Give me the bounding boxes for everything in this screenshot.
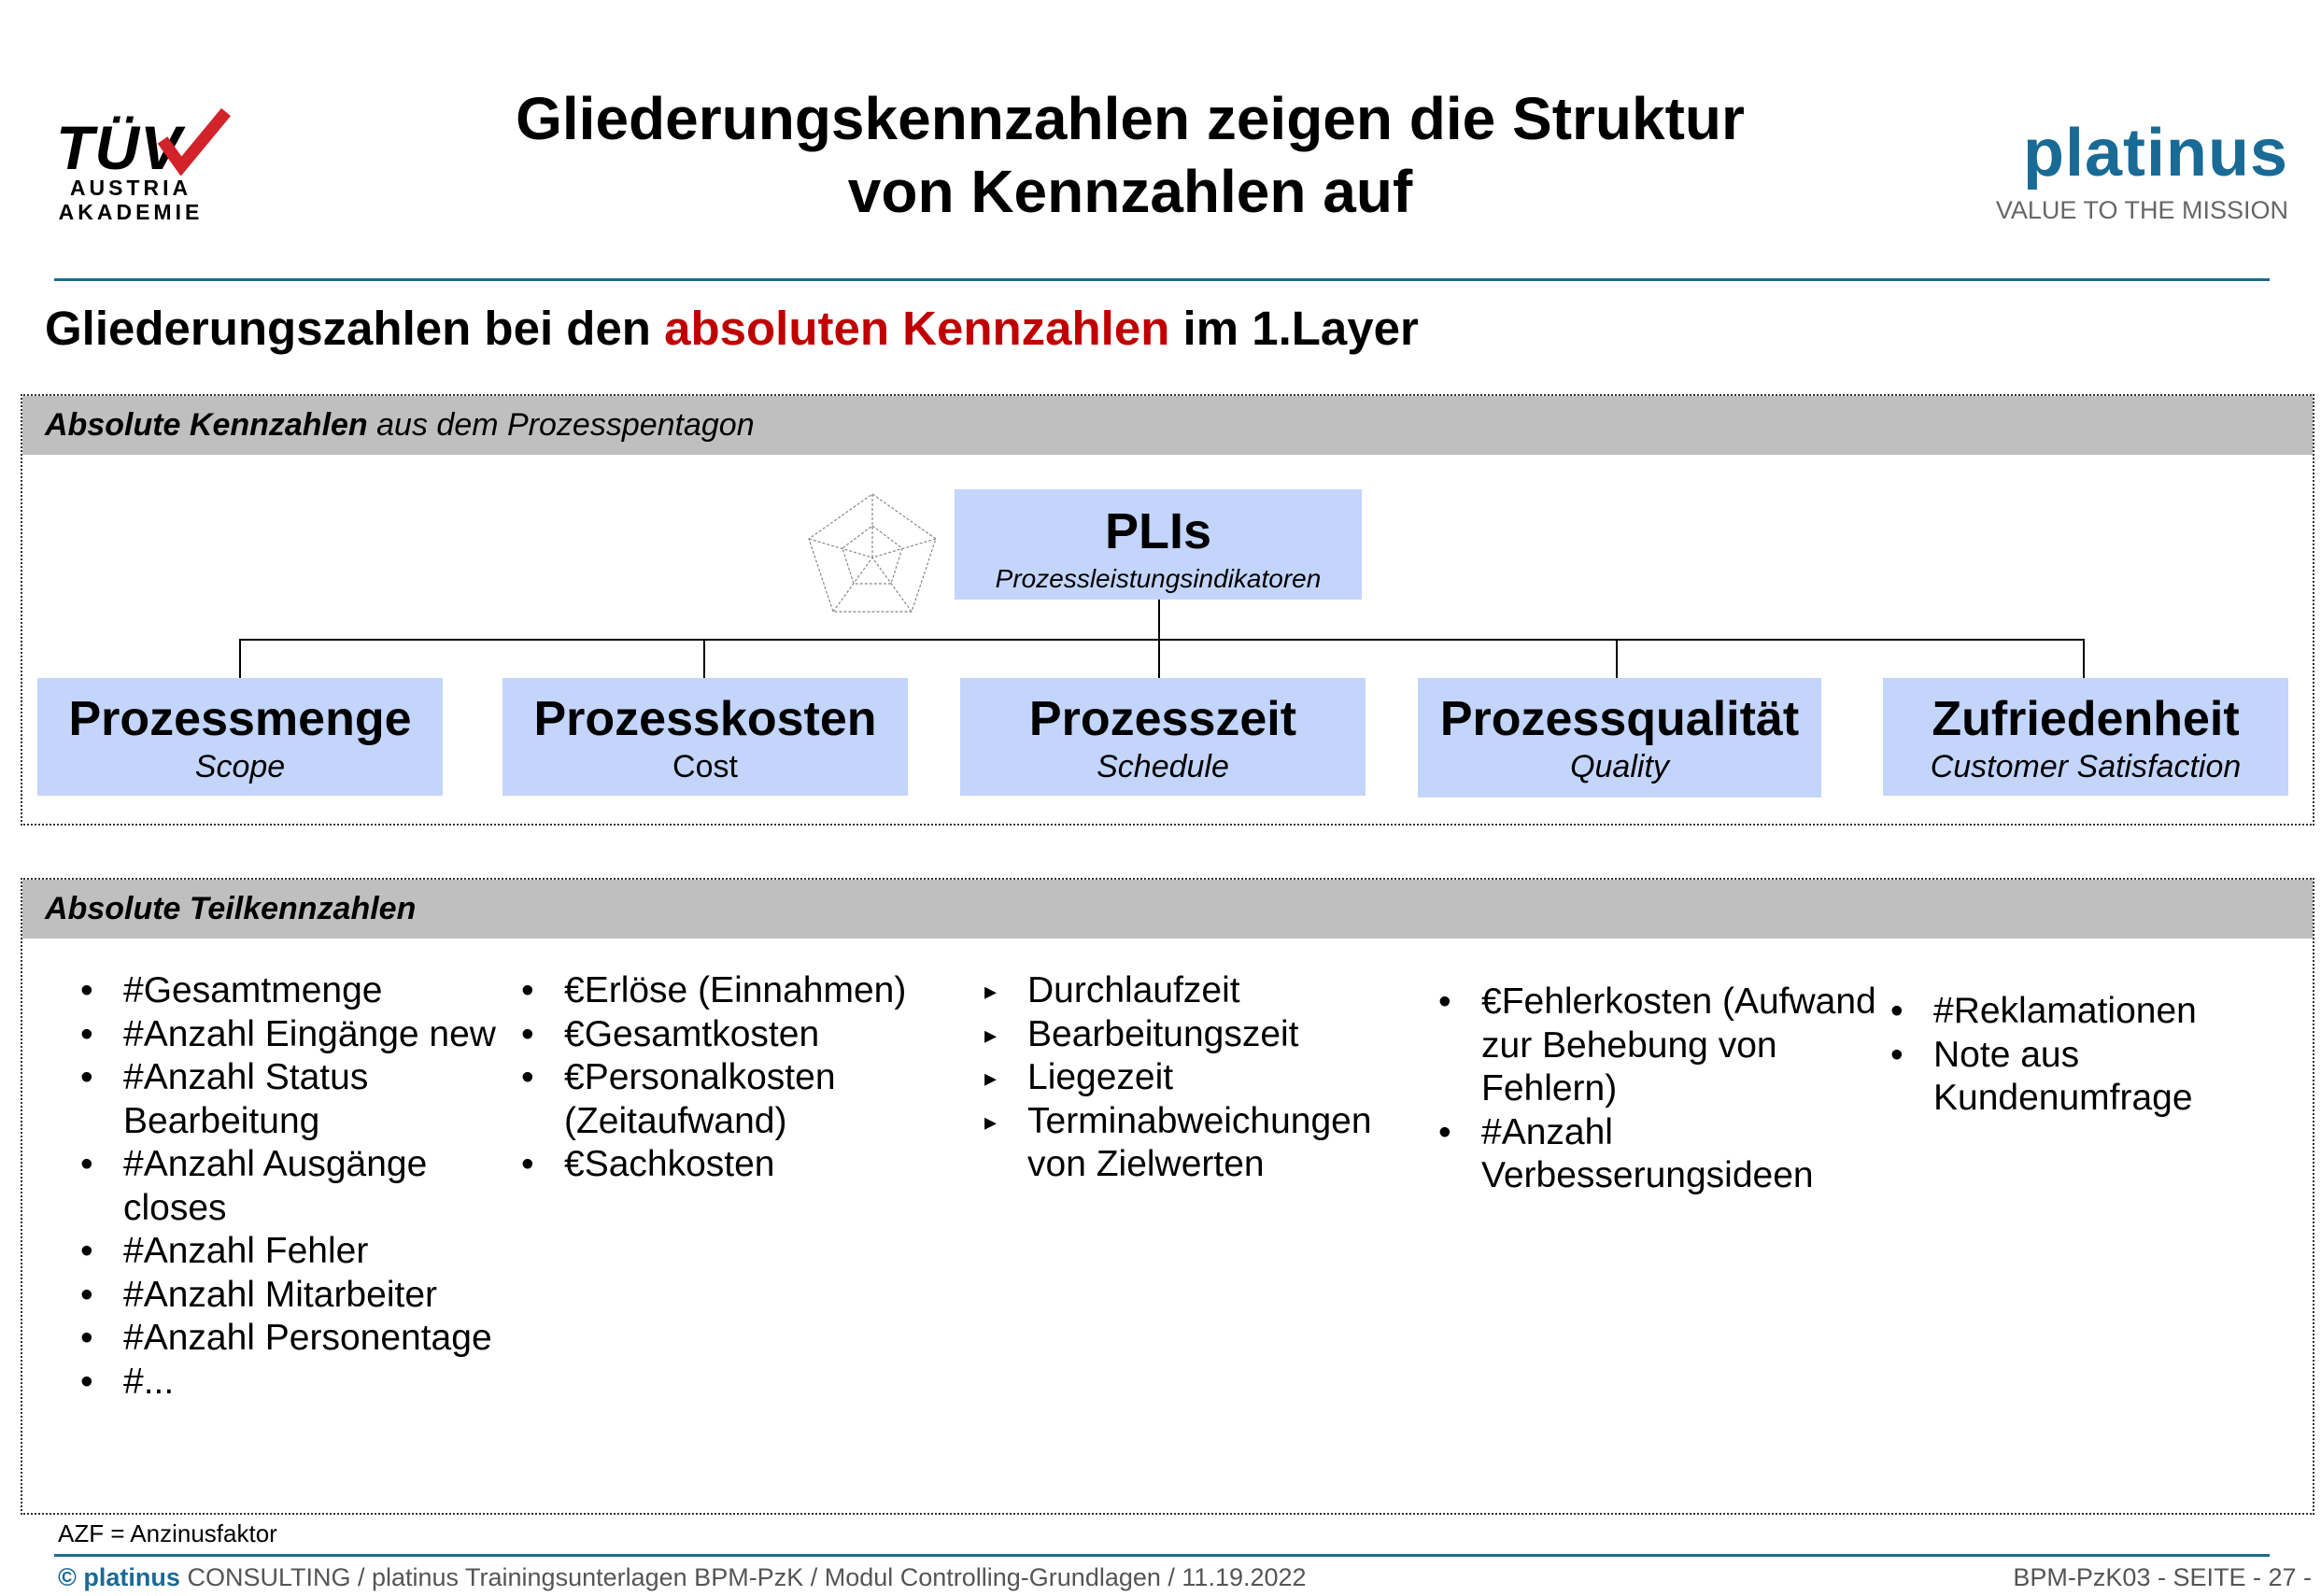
- footer-divider: [54, 1554, 2270, 1557]
- list-item: • #Reklamationen: [1890, 990, 2283, 1034]
- list-column-kosten: [521, 969, 932, 1187]
- panel-header-bold: Absolute Kennzahlen: [45, 407, 368, 443]
- box-title: Prozesszeit: [1028, 692, 1297, 746]
- platinus-tagline: VALUE TO THE MISSION: [1995, 196, 2288, 224]
- box-title: Prozessmenge: [68, 692, 412, 746]
- box-subtitle: Cost: [672, 749, 738, 784]
- heading-accent: absoluten Kennzahlen: [664, 302, 1170, 355]
- list-column-zeit: [984, 969, 1386, 1187]
- list-item: • #Anzahl Ausgänge closes: [80, 1143, 519, 1230]
- header-divider: [54, 278, 2270, 281]
- tuv-logo-line1: AUSTRIA: [69, 176, 192, 200]
- box-subtitle: Quality: [1570, 749, 1669, 784]
- list-item: ▸ Durchlaufzeit: [984, 969, 1386, 1013]
- platinus-logo-word: platinus: [2022, 116, 2288, 191]
- branch-connector: [2083, 639, 2085, 678]
- panel-header: [22, 396, 2313, 455]
- list-item: ▸ Terminabweichungen von Zielwerten: [984, 1100, 1386, 1187]
- list-item: • Note aus Kundenumfrage: [1890, 1034, 2283, 1121]
- list-item: • €Fehlerkosten (Aufwand zur Behebung von Fehlern): [1438, 981, 1877, 1111]
- tuv-logo-line2: AKADEMIE: [58, 200, 204, 224]
- branch-connector: [703, 639, 705, 678]
- heading-text-1: Gliederungszahlen bei den: [45, 302, 665, 355]
- tuv-austria-logo: [56, 103, 224, 224]
- list-column-menge: [80, 969, 519, 1404]
- list-item: • #Gesamtmenge: [80, 969, 519, 1013]
- tuv-logo-word: TÜV: [56, 113, 182, 182]
- title-line-1: Gliederungskennzahlen zeigen die Struktur: [516, 85, 1745, 152]
- prozesszeit-box: [960, 678, 1366, 796]
- list-item: • #Anzahl Mitarbeiter: [80, 1274, 519, 1318]
- list-item: • #Anzahl Status Bearbeitung: [80, 1056, 519, 1143]
- footer-text: CONSULTING / platinus Trainingsunterlagen BPM-PzK / Modul Controlling-Grundlagen / 11.19.2022: [179, 1563, 1307, 1591]
- prozessqualitaet-box: [1418, 678, 1821, 798]
- footer-left: [58, 1563, 1307, 1592]
- absolute-kennzahlen-panel: [21, 394, 2314, 826]
- branch-connector: [239, 639, 241, 678]
- box-title: Prozesskosten: [533, 692, 877, 746]
- pli-title: PLIs: [1104, 503, 1212, 559]
- copyright-symbol: ©: [58, 1563, 77, 1591]
- box-subtitle: Schedule: [1097, 749, 1229, 784]
- list-item: • €Personalkosten (Zeitaufwand): [521, 1056, 932, 1143]
- list-item: • €Gesamtkosten: [521, 1013, 932, 1057]
- zufriedenheit-box: [1883, 678, 2288, 796]
- list-item: ▸ Bearbeitungszeit: [984, 1013, 1386, 1057]
- list-item: • #Anzahl Personentage: [80, 1317, 519, 1361]
- prozesskosten-box: [502, 678, 908, 796]
- list-column-zufriedenheit: [1890, 990, 2283, 1121]
- box-title: Prozessqualität: [1439, 692, 1800, 746]
- absolute-teilkennzahlen-panel: [21, 878, 2314, 1515]
- footer-brand: platinus: [83, 1563, 180, 1591]
- list-item: • #Anzahl Eingänge new: [80, 1013, 519, 1057]
- list-column-qualitaet: [1438, 981, 1877, 1198]
- branch-connector: [1616, 639, 1618, 678]
- heading-text-2: im 1.Layer: [1169, 302, 1419, 355]
- horizontal-connector: [239, 639, 2083, 641]
- pli-root-box: [955, 489, 1362, 600]
- platinus-logo: [1943, 110, 2288, 225]
- box-subtitle: Customer Satisfaction: [1930, 749, 2242, 784]
- list-item: • #...: [80, 1361, 519, 1405]
- panel-header-rest: aus dem Prozesspentagon: [367, 407, 755, 443]
- box-subtitle: Scope: [194, 749, 286, 784]
- root-connector: [1158, 600, 1160, 641]
- section-heading: [45, 301, 1419, 356]
- pentagon-icon: [798, 485, 947, 625]
- panel-header: [22, 880, 2313, 939]
- list-item: • €Erlöse (Einnahmen): [521, 969, 932, 1013]
- list-item: ▸ Liegezeit: [984, 1056, 1386, 1100]
- title-line-2: von Kennzahlen auf: [847, 158, 1413, 225]
- footnote: AZF = Anzinusfaktor: [58, 1519, 277, 1547]
- list-item: • #Anzahl Fehler: [80, 1230, 519, 1274]
- panel-header-bold: Absolute Teilkennzahlen: [45, 891, 417, 926]
- box-title: Zufriedenheit: [1932, 692, 2240, 746]
- page-title: [374, 82, 1887, 228]
- pli-subtitle: Prozessleistungsindikatoren: [995, 564, 1322, 593]
- list-item: • €Sachkosten: [521, 1143, 932, 1187]
- page-number: BPM-PzK03 - SEITE - 27 -: [2013, 1563, 2312, 1591]
- branch-connector: [1158, 639, 1160, 678]
- list-item: • #Anzahl Verbesserungsideen: [1438, 1111, 1877, 1198]
- prozessmenge-box: [37, 678, 443, 796]
- checkmark-icon: [157, 108, 232, 176]
